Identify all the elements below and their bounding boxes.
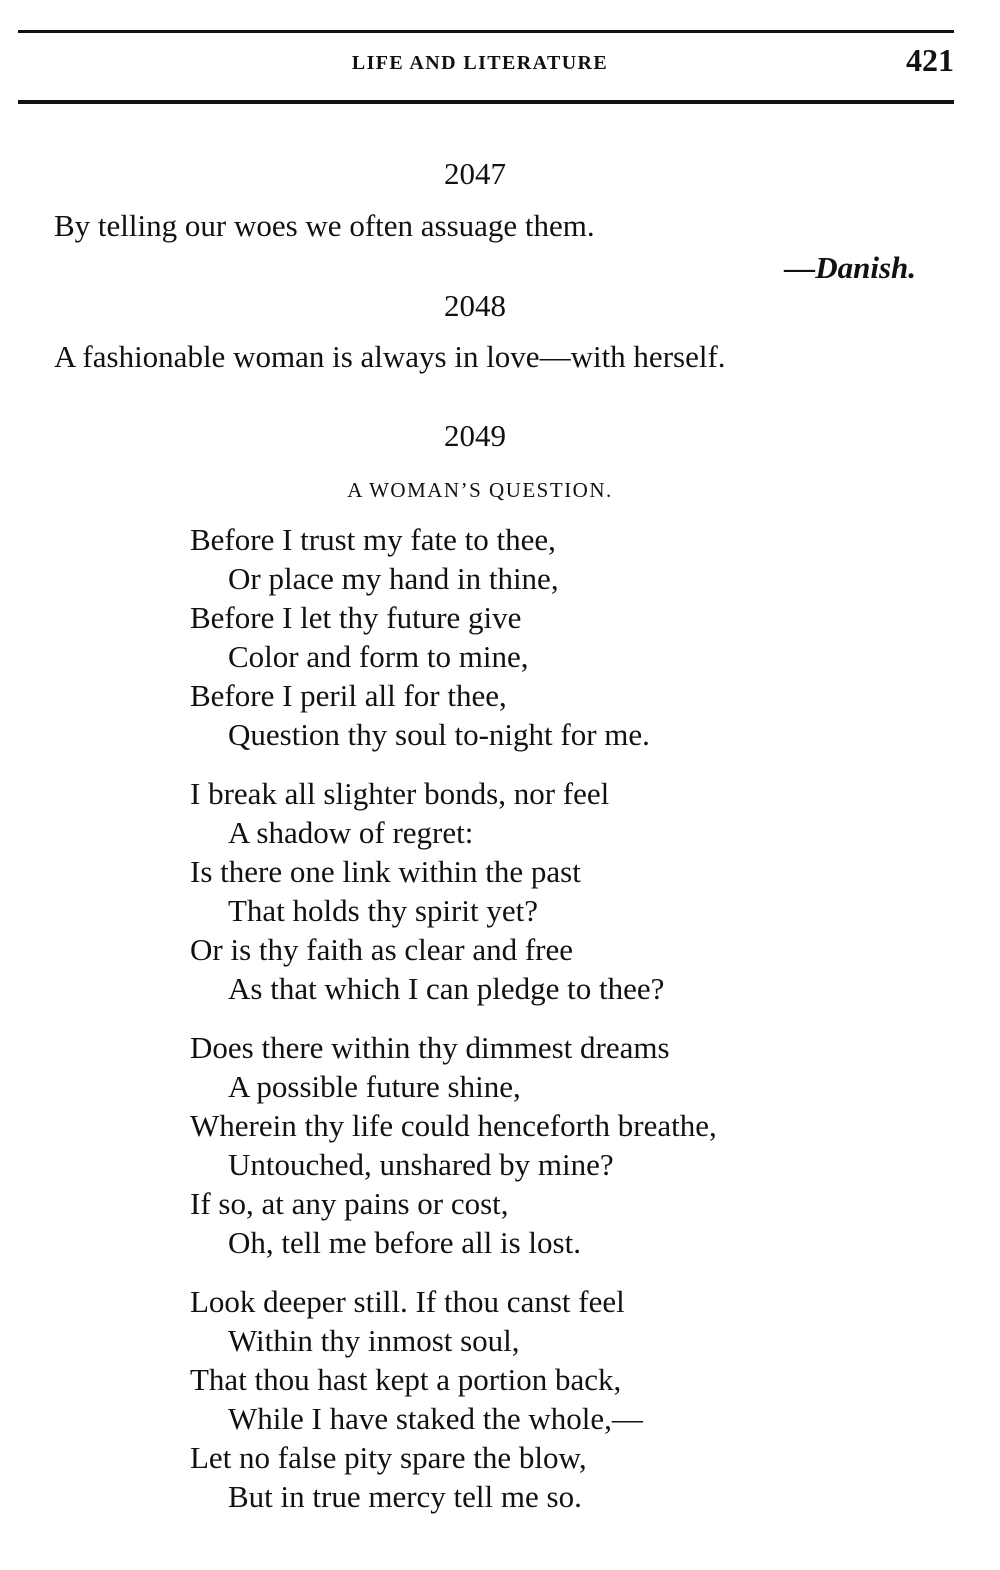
poem-line: But in true mercy tell me so. [228, 1479, 582, 1514]
poem-line: A possible future shine, [228, 1069, 521, 1104]
poem-line: Or place my hand in thine, [228, 561, 559, 596]
entry-text-2048: A fashionable woman is always in love—with herself. [54, 339, 726, 374]
poem-line: A shadow of regret: [228, 815, 474, 850]
poem-line: Oh, tell me before all is lost. [228, 1225, 581, 1260]
poem-title: A WOMAN’S QUESTION. [347, 478, 613, 502]
poem-stanza-1 [190, 520, 717, 754]
entry-number-2047: 2047 [444, 156, 506, 191]
poem-line: As that which I can pledge to thee? [228, 971, 665, 1006]
poem-line: If so, at any pains or cost, [190, 1186, 509, 1221]
poem-line: Look deeper still. If thou canst feel [190, 1284, 625, 1319]
poem-stanza-2 [190, 774, 717, 1008]
poem-line: Is there one link within the past [190, 854, 581, 889]
poem-line: Or is thy faith as clear and free [190, 932, 574, 967]
poem-stanza-3 [190, 1028, 717, 1262]
entry-number-2048: 2048 [444, 288, 506, 323]
poem-line: That thou hast kept a portion back, [190, 1362, 622, 1397]
poem-line: Within thy inmost soul, [228, 1323, 520, 1358]
poem [190, 520, 717, 1536]
poem-stanza-4 [190, 1282, 717, 1516]
entry-number-2049: 2049 [444, 418, 506, 453]
poem-line: That holds thy spirit yet? [228, 893, 538, 928]
poem-line: Untouched, unshared by mine? [228, 1147, 614, 1182]
poem-line: Wherein thy life could henceforth breathe, [190, 1108, 717, 1143]
page-number: 421 [906, 42, 954, 78]
poem-line: While I have staked the whole,— [228, 1401, 643, 1436]
running-head: LIFE AND LITERATURE [351, 52, 609, 74]
poem-line: Let no false pity spare the blow, [190, 1440, 587, 1475]
entry-text-2047: By telling our woes we often assuage them. [54, 208, 595, 243]
poem-line: Question thy soul to-night for me. [228, 717, 650, 752]
header-top-rule [18, 30, 954, 33]
poem-line: Color and form to mine, [228, 639, 529, 674]
poem-line: Before I trust my fate to thee, [190, 522, 556, 557]
poem-line: Before I peril all for thee, [190, 678, 507, 713]
poem-line: I break all slighter bonds, nor feel [190, 776, 610, 811]
poem-line: Before I let thy future give [190, 600, 522, 635]
entry-attribution-2047: —Danish. [784, 250, 916, 285]
header-bottom-rule [18, 100, 954, 104]
poem-line: Does there within thy dimmest dreams [190, 1030, 670, 1065]
